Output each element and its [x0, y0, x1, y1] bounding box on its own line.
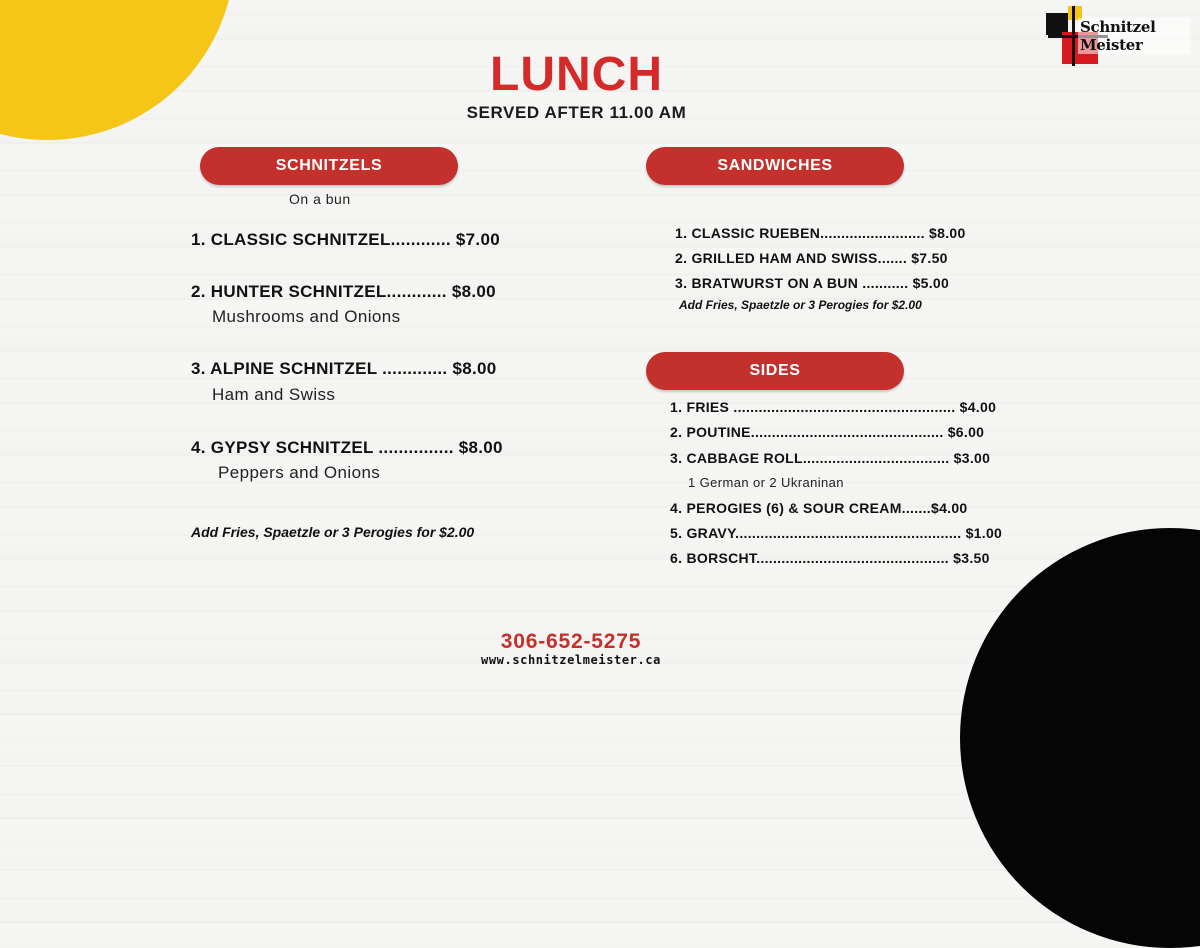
menu-item-description: 1 German or 2 Ukraninan	[688, 475, 844, 490]
sides-heading: SIDES	[646, 352, 904, 390]
page-subtitle: SERVED AFTER 11.00 AM	[466, 103, 687, 122]
black-circle-decoration	[960, 528, 1200, 948]
menu-item-bratwurst-on-a-bun: 3. BRATWURST ON A BUN ........... $5.00	[675, 275, 950, 291]
menu-item-alpine-schnitzel: 3. ALPINE SCHNITZEL ............. $8.00	[191, 359, 497, 378]
sandwiches-heading: SANDWICHES	[646, 147, 904, 185]
menu-item-grilled-ham-and-swiss: 2. GRILLED HAM AND SWISS....... $7.50	[675, 250, 948, 266]
menu-item-gypsy-schnitzel: 4. GYPSY SCHNITZEL ............... $8.00	[191, 438, 503, 457]
menu-item-poutine: 2. POUTINE.............................................. $6.00	[670, 424, 985, 440]
menu-item-description: Mushrooms and Onions	[212, 307, 401, 326]
menu-item-description: Peppers and Onions	[218, 463, 381, 482]
logo-text: Schnitzel Meister	[1078, 18, 1190, 54]
page-title: LUNCH	[490, 48, 663, 101]
sandwiches-addon-note: Add Fries, Spaetzle or 3 Perogies for $2.00	[679, 298, 922, 312]
menu-item-perogies: 4. PEROGIES (6) & SOUR CREAM.......$4.00	[670, 500, 968, 516]
menu-item-classic-rueben: 1. CLASSIC RUEBEN......................... $8.00	[675, 225, 966, 241]
schnitzels-heading: SCHNITZELS	[200, 147, 458, 185]
menu-item-hunter-schnitzel: 2. HUNTER SCHNITZEL............ $8.00	[191, 282, 496, 301]
menu-item-borscht: 6. BORSCHT.............................................. $3.50	[670, 550, 990, 566]
menu-item-description: Ham and Swiss	[212, 385, 336, 404]
menu-item-fries: 1. FRIES ..................................................... $4.00	[670, 399, 997, 415]
menu-item-classic-schnitzel: 1. CLASSIC SCHNITZEL............ $7.00	[191, 230, 500, 249]
menu-item-gravy: 5. GRAVY...................................................... $1.00	[670, 525, 1003, 541]
schnitzels-note: On a bun	[289, 191, 351, 207]
phone-number[interactable]: 306-652-5275	[500, 630, 642, 653]
website-link[interactable]: www.schnitzelmeister.ca	[481, 653, 661, 667]
schnitzels-addon-note: Add Fries, Spaetzle or 3 Perogies for $2.00	[191, 524, 475, 540]
menu-item-cabbage-roll: 3. CABBAGE ROLL................................... $3.00	[670, 450, 991, 466]
